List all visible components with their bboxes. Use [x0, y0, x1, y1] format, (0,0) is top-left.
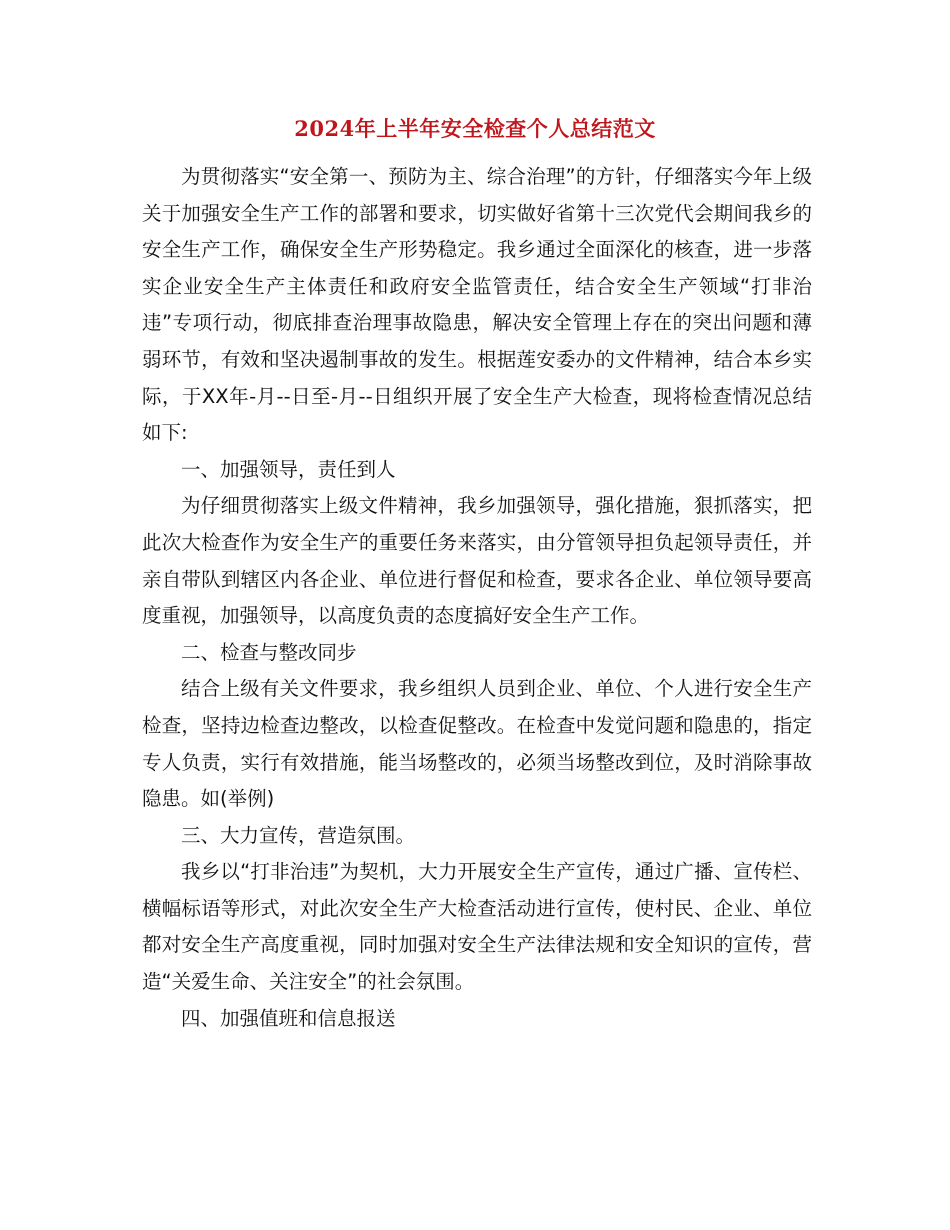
paragraph-intro: 为贯彻落实“安全第一、预防为主、综合治理”的方针，仔细落实今年上级关于加强安全生产工作的部署和要求，切实做好省第十三次党代会期间我乡的安全生产工作，确保安全生产形势稳定。我乡通过全面深化的核查，进一步落实企业安全生产主体责任和政府安全监管责任，结合安全生产领域“打非治违”专项行动，彻底排查治理事故隐患，解决安全管理上存在的突出问题和薄弱环节，有效和坚决遏制事故的发生。根据莲安委办的文件精神，结合本乡实际，于XX年-月--日至-月--日组织开展了安全生产大检查，现将检查情况总结如下: — [142, 165, 812, 445]
paragraph-section-3: 我乡以“打非治违”为契机，大力开展安全生产宣传，通过广播、宣传栏、横幅标语等形式，对此次安全生产大检查活动进行宣传，使村民、企业、单位都对安全生产高度重视，同时加强对安全生产法律法规和安全知识的宣传，营造“关爱生命、关注安全”的社会氛围。 — [142, 860, 812, 994]
section-heading-4: 四、加强值班和信息报送 — [181, 1006, 396, 1030]
document-body — [142, 159, 812, 1037]
paragraph-section-1: 为仔细贯彻落实上级文件精神，我乡加强领导，强化措施，狠抓落实，把此次大检查作为安全生产的重要任务来落实，由分管领导担负起领导责任，并亲自带队到辖区内各企业、单位进行督促和检查，要求各企业、单位领导要高度重视，加强领导，以高度负责的态度搞好安全生产工作。 — [142, 494, 812, 628]
paragraph-section-2: 结合上级有关文件要求，我乡组织人员到企业、单位、个人进行安全生产检查，坚持边检查边整改，以检查促整改。在检查中发觉问题和隐患的，指定专人负责，实行有效措施，能当场整改的，必须当场整改到位，及时消除事故隐患。如(举例) — [142, 677, 812, 811]
document-title: 2024年上半年安全检查个人总结范文 — [294, 116, 656, 141]
section-heading-3: 三、大力宣传，营造氛围。 — [181, 823, 416, 847]
section-heading-2: 二、检查与整改同步 — [181, 640, 357, 664]
section-heading-1: 一、加强领导，责任到人 — [181, 457, 396, 481]
